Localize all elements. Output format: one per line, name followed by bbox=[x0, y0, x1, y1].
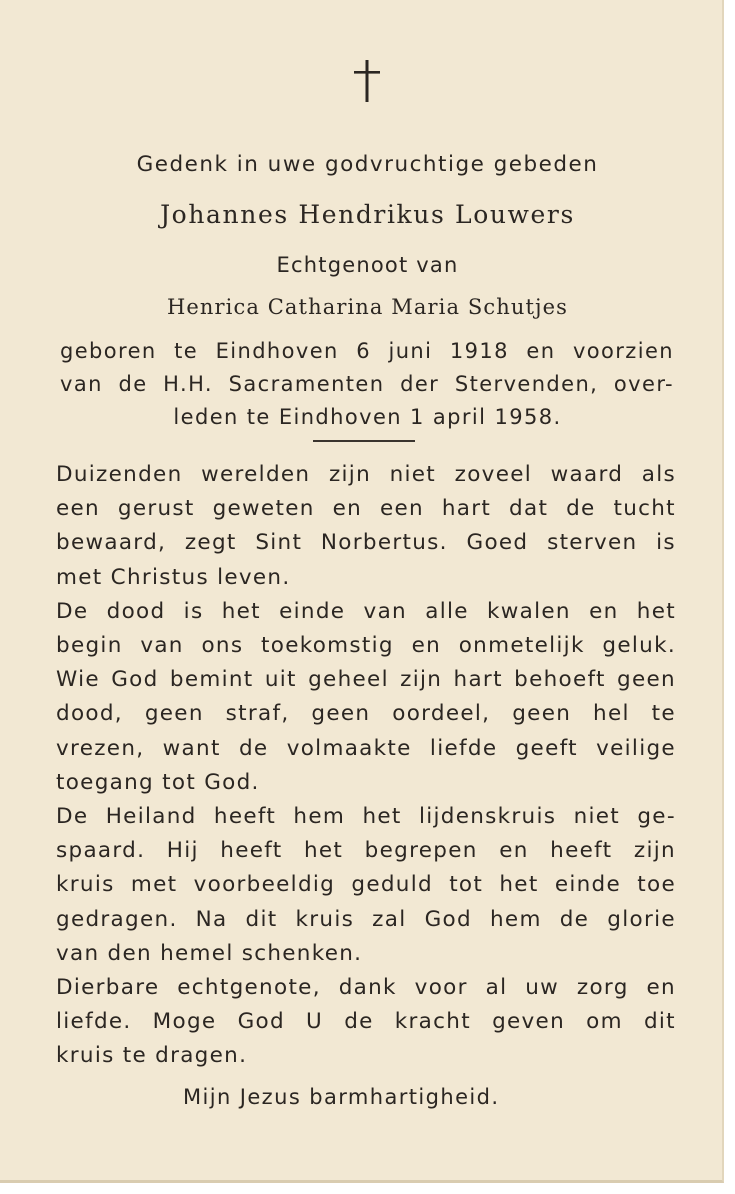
text-line: van den hemel schenken. bbox=[56, 940, 363, 966]
life-info-line-1 bbox=[60, 339, 674, 363]
text-line: bewaard, zegt Sint Norbertus. Goed sterven is bbox=[56, 530, 676, 556]
life-info-line-2 bbox=[60, 372, 674, 396]
life-info-text: van de H.H. Sacramenten der Stervenden, over- bbox=[60, 372, 674, 396]
text-line: Dierbare echtgenote, dank voor al uw zorg en bbox=[56, 975, 676, 1000]
text-line: vrezen, want de volmaakte liefde geeft veilige bbox=[56, 735, 676, 761]
text-line: De Heiland heeft hem het lijdenskruis niet ge- bbox=[56, 804, 676, 829]
text-line: gedragen. Na dit kruis zal God hem de glorie bbox=[56, 906, 676, 932]
intro-line: Gedenk in uwe godvruchtige gebeden bbox=[136, 152, 599, 177]
text-line: Duizenden werelden zijn niet zoveel waard als bbox=[56, 462, 676, 487]
text-line: een gerust geweten en een hart dat de tucht bbox=[56, 496, 676, 522]
text-line: begin van ons toekomstig en onmetelijk geluk. bbox=[56, 633, 676, 658]
spouse-name: Henrica Catharina Maria Schutjes bbox=[166, 295, 569, 319]
text-line: kruis met voorbeeldig geduld tot het einde toe bbox=[56, 872, 676, 898]
divider-rule bbox=[313, 440, 415, 442]
closing-prayer: Mijn Jezus barmhartigheid. bbox=[183, 1085, 500, 1109]
page-margin bbox=[724, 0, 735, 1194]
text-line: liefde. Moge God U de kracht geven om dit bbox=[56, 1009, 676, 1035]
life-info-text: geboren te Eindhoven 6 juni 1918 en voorzien bbox=[60, 339, 674, 363]
text-line: met Christus leven. bbox=[56, 564, 291, 590]
text-line: kruis te dragen. bbox=[56, 1043, 248, 1069]
life-info-line-3: leden te Eindhoven 1 april 1958. bbox=[173, 405, 562, 429]
cross-icon bbox=[349, 58, 385, 104]
text-line: Wie God bemint uit geheel zijn hart behoeft geen bbox=[56, 667, 676, 693]
text-line: toegang tot God. bbox=[56, 769, 260, 795]
deceased-name: Johannes Hendrikus Louwers bbox=[160, 200, 575, 229]
text-line: spaard. Hij heeft het begrepen en heeft zijn bbox=[56, 838, 676, 864]
relation-line: Echtgenoot van bbox=[276, 253, 459, 277]
text-line: dood, geen straf, geen oordeel, geen hel te bbox=[56, 701, 676, 727]
text-line: De dood is het einde van alle kwalen en het bbox=[56, 598, 676, 624]
